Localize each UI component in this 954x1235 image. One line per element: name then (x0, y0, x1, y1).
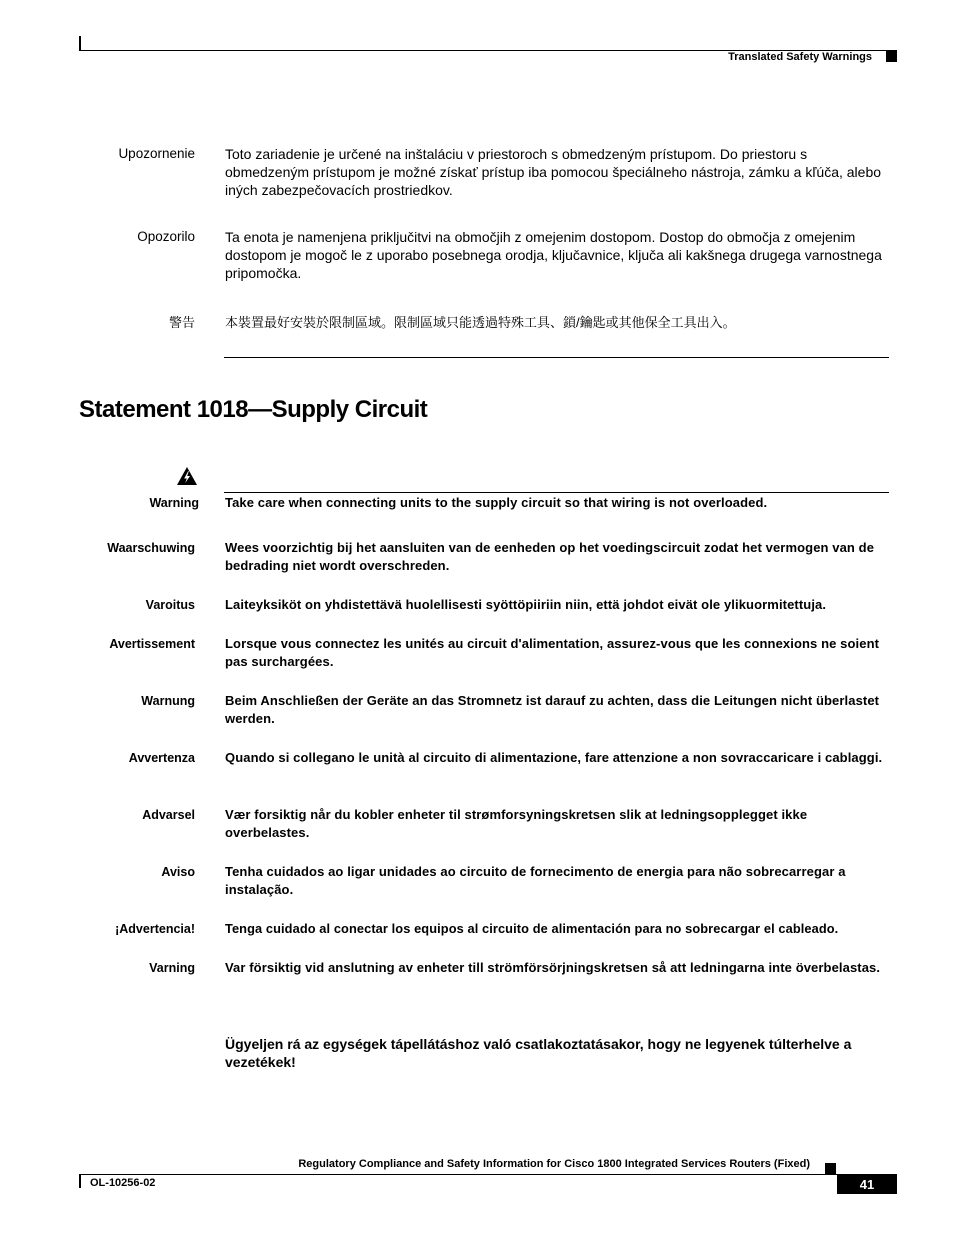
warning-text: Toto zariadenie je určené na inštaláciu v priestoroch s obmedzeným prístupom. Do priestoru s obmedzeným prístupom je možné získať prístup iba pomocou špeciálneho nástroja, zámku a kľúča, alebo iných zabezpečovacích prostriedkov. (225, 146, 882, 198)
statement-text: Take care when connecting units to the supply circuit so that wiring is not overloaded. (225, 495, 768, 510)
statement-text: Vær forsiktig når du kobler enheter til strømforsyningskretsen slik at ledningsopplegget ikke overbelastes. (225, 807, 808, 840)
language-label: Avvertenza (128, 751, 195, 765)
header-corner-mark (79, 36, 81, 50)
statement-text: Lorsque vous connectez les unités au circuit d'alimentation, assurez-vous que les connexions ne soient pas surchargées. (225, 636, 880, 669)
book-title: Regulatory Compliance and Safety Information for Cisco 1800 Integrated Services Routers (Fixed) (298, 1158, 810, 1170)
language-label: Aviso (161, 865, 195, 879)
language-label: ¡Advertencia! (115, 922, 195, 936)
header-marker-block (886, 50, 897, 62)
language-label: Avertissement (109, 637, 195, 651)
page-number: 41 (837, 1175, 897, 1194)
running-header-title: Translated Safety Warnings (728, 51, 872, 63)
language-label: Varoitus (145, 598, 195, 612)
language-label: Waarschuwing (107, 541, 195, 555)
footer-rule (79, 1174, 897, 1175)
statement-rule (224, 492, 889, 493)
statement-text: Beim Anschließen der Geräte an das Stromnetz ist darauf zu achten, dass die Leitungen nicht überlastet werden. (225, 693, 880, 726)
language-label: Upozornenie (118, 146, 195, 161)
language-label: Varning (149, 961, 195, 975)
statement-text: Quando si collegano le unità al circuito di alimentazione, fare attenzione a non sovraccaricare i cablaggi. (225, 750, 883, 765)
section-divider (224, 357, 889, 358)
document-number: OL-10256-02 (90, 1177, 156, 1189)
language-label: Warnung (141, 694, 195, 708)
statement-heading: Statement 1018—Supply Circuit (79, 396, 428, 423)
language-label: Opozorilo (137, 229, 195, 244)
warning-text: 本裝置最好安裝於限制區域。限制區域只能透過特殊工具、鎖/鑰匙或其他保全工具出入。 (225, 315, 736, 330)
footer-marker-block (825, 1163, 836, 1174)
warning-text: Ta enota je namenjena priključitvi na območjih z omejenim dostopom. Dostop do območja z omejenim dostopom je mogoč le z uporabo posebnega orodja, ključavnice, ključa ali kakšnega drugega varnostnega pripomočka. (225, 229, 882, 281)
footer-corner-mark (79, 1174, 81, 1188)
statement-text: Tenha cuidados ao ligar unidades ao circuito de fornecimento de energia para não sobrecarregar a instalação. (225, 864, 846, 897)
language-label: 警告 (168, 315, 195, 330)
language-label: Advarsel (142, 808, 195, 822)
language-label: Warning (149, 496, 199, 510)
statement-text: Laiteyksiköt on yhdistettävä huolellisesti syöttöpiiriin niin, että johdot eivät ole ylikuormitettuja. (225, 597, 827, 612)
statement-text: Ügyeljen rá az egységek tápellátáshoz való csatlakoztatásakor, hogy ne legyenek túlterhelve a vezetékek! (225, 1036, 852, 1070)
statement-text: Var försiktig vid anslutning av enheter till strömförsörjningskretsen så att ledningarna inte överbelastas. (225, 960, 881, 975)
warning-triangle-icon (176, 466, 198, 486)
statement-text: Tenga cuidado al conectar los equipos al circuito de alimentación para no sobrecargar el cableado. (225, 921, 839, 936)
statement-text: Wees voorzichtig bij het aansluiten van de eenheden op het voedingscircuit zodat het vermogen van de bedrading niet wordt overschreden. (225, 540, 875, 573)
